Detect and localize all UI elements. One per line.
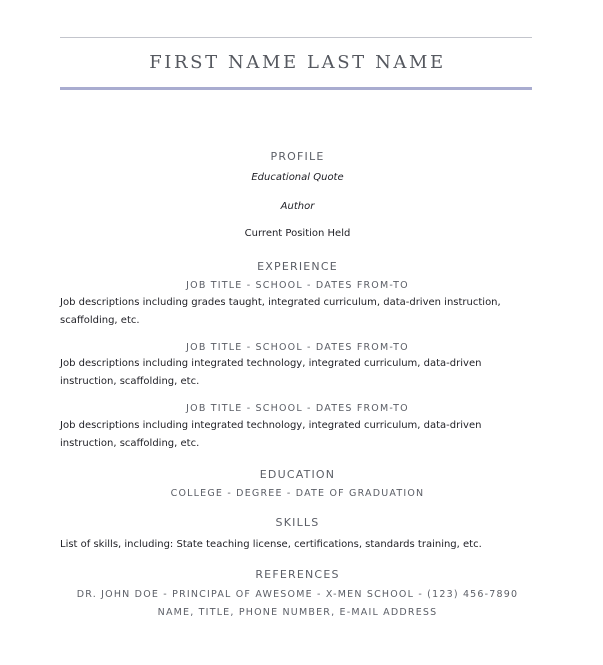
job-description-3: Job descriptions including integrated technology, integrated curriculum, data-driven instruction, scaffolding, etc. [60,420,482,449]
education-line: COLLEGE - DEGREE - DATE OF GRADUATION [170,488,425,499]
reference-line-1: DR. JOHN DOE - PRINCIPAL OF AWESOME - X-MEN SCHOOL - (123) 456-7890 [76,589,519,600]
job-title-1: JOB TITLE - SCHOOL - DATES FROM-TO [186,280,409,291]
skills-heading: SKILLS [275,516,320,529]
profile-author: Author [280,201,315,212]
job-title-2: JOB TITLE - SCHOOL - DATES FROM-TO [186,342,409,353]
reference-line-2: NAME, TITLE, PHONE NUMBER, E-MAIL ADDRESS [157,607,438,618]
header-top-rule [60,37,532,38]
job-description-1: Job descriptions including grades taught, integrated curriculum, data-driven instruction, scaffolding, etc. [60,297,501,326]
education-heading: EDUCATION [259,468,336,481]
profile-quote: Educational Quote [251,172,344,183]
resume-name: FIRST NAME LAST NAME [149,52,446,73]
job-description-2: Job descriptions including integrated technology, integrated curriculum, data-driven instruction, scaffolding, etc. [60,358,482,387]
references-heading: REFERENCES [255,568,340,581]
header-bottom-rule [60,87,532,90]
experience-heading: EXPERIENCE [257,260,338,273]
skills-text: List of skills, including: State teaching license, certifications, standards training, etc. [60,539,482,550]
profile-heading: PROFILE [270,150,325,163]
profile-position: Current Position Held [244,228,351,239]
job-title-3: JOB TITLE - SCHOOL - DATES FROM-TO [186,403,409,414]
